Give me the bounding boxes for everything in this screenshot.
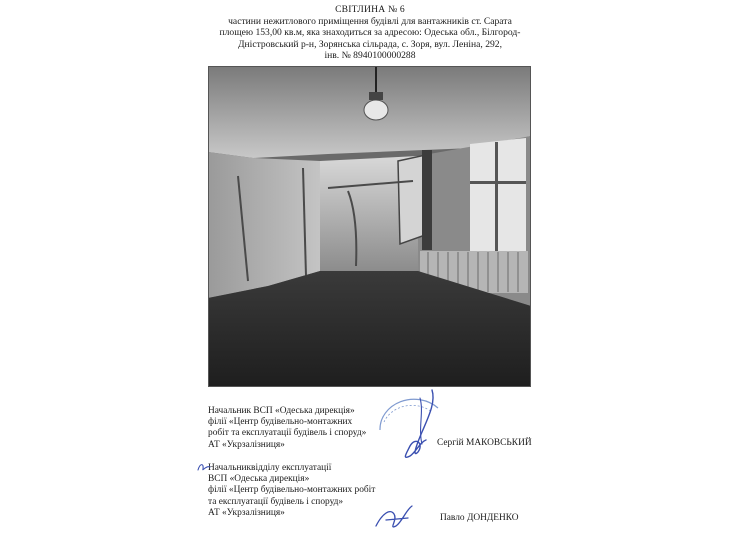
initials-mark <box>196 461 212 473</box>
signatory-1-line-2: філії «Центр будівельно-монтажних <box>208 417 353 428</box>
signatory-1-line-4: АТ «Укрзалізниця» <box>208 439 285 450</box>
photo-title: СВІТЛИНА № 6 <box>335 4 405 15</box>
signatory-1-line-3: робіт та експлуатації будівель і споруд» <box>208 428 367 439</box>
signatory-1-title <box>208 406 366 451</box>
document-header <box>180 4 560 62</box>
signatory-1-name: Сергій МАКОВСЬКИЙ <box>437 438 532 448</box>
signatory-2-title <box>208 463 375 519</box>
signatory-2-line-3: філії «Центр будівельно-монтажних робіт <box>208 485 376 496</box>
signatory-2-line-5: АТ «Укрзалізниця» <box>208 507 285 518</box>
signature-2 <box>372 500 418 534</box>
header-line-3: Дністровський р-н, Зорянська сільрада, с. Зоря, вул. Леніна, 292, <box>238 38 502 50</box>
signatory-2-line-2: ВСП «Одеська дирекція» <box>208 474 310 485</box>
header-line-2: площею 153,00 кв.м, яка знаходиться за адресою: Одеська обл., Білгород- <box>219 27 521 39</box>
signature-1-with-stamp <box>372 382 454 472</box>
header-line-1: частини нежитлового приміщення будівлі для вантажників ст. Сарата <box>228 15 512 27</box>
signatory-2-line-4: та експлуатації будівель і споруд» <box>208 496 344 507</box>
room-photo <box>208 66 531 387</box>
signatory-1-line-1: Начальник ВСП «Одеська дирекція» <box>208 406 355 416</box>
signatory-2-name: Павло ДОНДЕНКО <box>440 513 519 523</box>
header-line-4: інв. № 8940100000288 <box>324 50 416 62</box>
signatory-2-line-1: Начальниквідділу експлуатації <box>208 463 332 473</box>
